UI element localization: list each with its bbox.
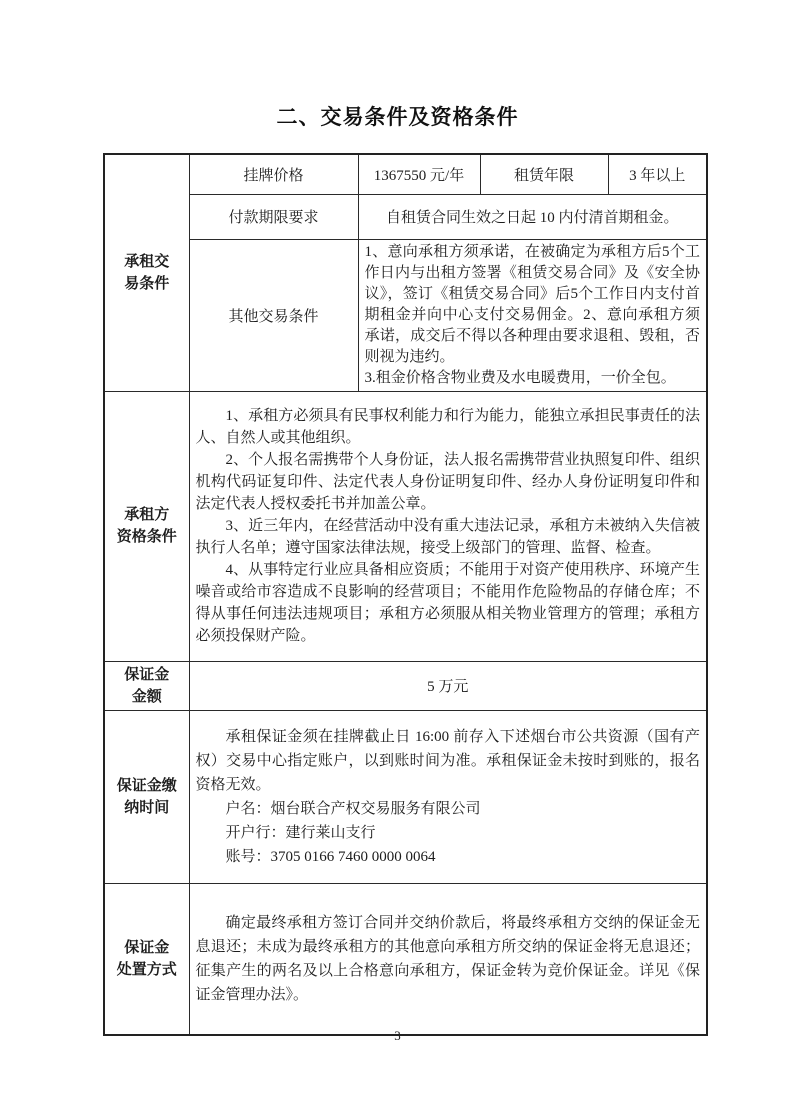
table-row: [104, 883, 707, 1035]
other-conditions-paragraph-1: 1、意向承租方须承诺，在被确定为承租方后5个工作日内与出租方签署《租赁交易合同》及《安全协议》，签订《租赁交易合同》后5个工作日内支付首期租金并向中心支付交易佣金。2、意向承租方须承诺，成交后不得以各种理由要求退租、毁租，否则视为违约。: [364, 243, 700, 365]
other-conditions-paragraph-2: 3.租金价格含物业费及水电暖费用，一价全包。: [364, 369, 676, 386]
row-header-deposit-amount-line1: 保证金: [124, 666, 170, 683]
qualification-paragraph-4: 4、从事特定行业应具备相应资质；不能用于对资产使用秩序、环境产生噪音或给市容造成不良影响的经营项目；不能用作危险物品的存储仓库；不得从事任何违法违规项目；承租方必须服从相关物业管理方的管理；承租方必须投保财产险。: [195, 562, 700, 644]
row-header-deposit-payment-line1: 保证金缴: [116, 777, 177, 794]
lease-term-label-cell: 租赁年限: [480, 154, 608, 194]
deposit-account-name: 户名：烟台联合产权交易服务有限公司: [225, 800, 481, 817]
conditions-table: [103, 153, 708, 1036]
listing-price-value-cell: 1367550 元/年: [358, 154, 480, 194]
qualification-paragraph-2: 2、个人报名需携带个人身份证，法人报名需携带营业执照复印件、组织机构代码证复印件、法定代表人身份证明复印件、经办人身份证明复印件和法定代表人授权委托书并加盖公章。: [195, 452, 700, 512]
row-header-deposit-payment: [104, 710, 189, 883]
table-row: [104, 194, 707, 239]
table-row: [104, 239, 707, 391]
payment-deadline-label-cell: 付款期限要求: [189, 194, 358, 239]
table-row: [104, 710, 707, 883]
qualification-content-cell: [189, 391, 707, 661]
listing-price-label-cell: 挂牌价格: [189, 154, 358, 194]
qualification-paragraph-1: 1、承租方必须具有民事权利能力和行为能力，能独立承担民事责任的法人、自然人或其他组织。: [195, 408, 700, 446]
row-header-lease-transaction: [104, 154, 189, 391]
page-title: 二、交易条件及资格条件: [276, 105, 519, 129]
row-header-qualification: [104, 391, 189, 661]
row-header-deposit-disposal-line2: 处置方式: [116, 961, 177, 978]
other-conditions-label-cell: 其他交易条件: [189, 239, 358, 391]
payment-deadline-value-cell: 自租赁合同生效之日起 10 内付清首期租金。: [358, 194, 707, 239]
page-number: 3: [394, 1028, 401, 1043]
lease-term-value-cell: 3 年以上: [608, 154, 707, 194]
row-header-deposit-amount-line2: 金额: [131, 688, 162, 705]
deposit-payment-content-cell: [189, 710, 707, 883]
row-header-qualification-line2: 资格条件: [116, 529, 177, 545]
row-header-deposit-disposal: [104, 883, 189, 1035]
deposit-disposal-paragraph: 确定最终承租方签订合同并交纳价款后，将最终承租方交纳的保证金无息退还；未成为最终承租方的其他意向承租方所交纳的保证金将无息退还；征集产生的两名及以上合格意向承租方，保证金转为竞价保证金。详见《保证金管理办法》。: [195, 914, 700, 1003]
table-row: [104, 154, 707, 194]
deposit-account-number: 账号：3705 0166 7460 0000 0064: [225, 848, 436, 865]
qualification-paragraph-3: 3、近三年内，在经营活动中没有重大违法记录，承租方未被纳入失信被执行人名单；遵守国家法律法规，接受上级部门的管理、监督、检查。: [195, 518, 700, 556]
row-header-lease-transaction-line2: 易条件: [124, 275, 170, 292]
table-row: [104, 661, 707, 710]
deposit-payment-paragraph: 承租保证金须在挂牌截止日 16:00 前存入下述烟台市公共资源（国有产权）交易中心指定账户，以到账时间为准。承租保证金未按时到账的，报名资格无效。: [195, 728, 700, 793]
deposit-disposal-content-cell: [189, 883, 707, 1035]
row-header-deposit-payment-line2: 纳时间: [124, 799, 170, 816]
row-header-deposit-disposal-line1: 保证金: [124, 939, 170, 956]
row-header-lease-transaction-line1: 承租交: [124, 253, 170, 270]
deposit-bank-branch: 开户行：建行莱山支行: [225, 824, 376, 841]
other-conditions-value-cell: [358, 239, 707, 391]
row-header-qualification-line1: 承租方: [124, 507, 170, 523]
table-row: [104, 391, 707, 661]
row-header-deposit-amount: [104, 661, 189, 710]
deposit-amount-value-cell: 5 万元: [189, 661, 707, 710]
